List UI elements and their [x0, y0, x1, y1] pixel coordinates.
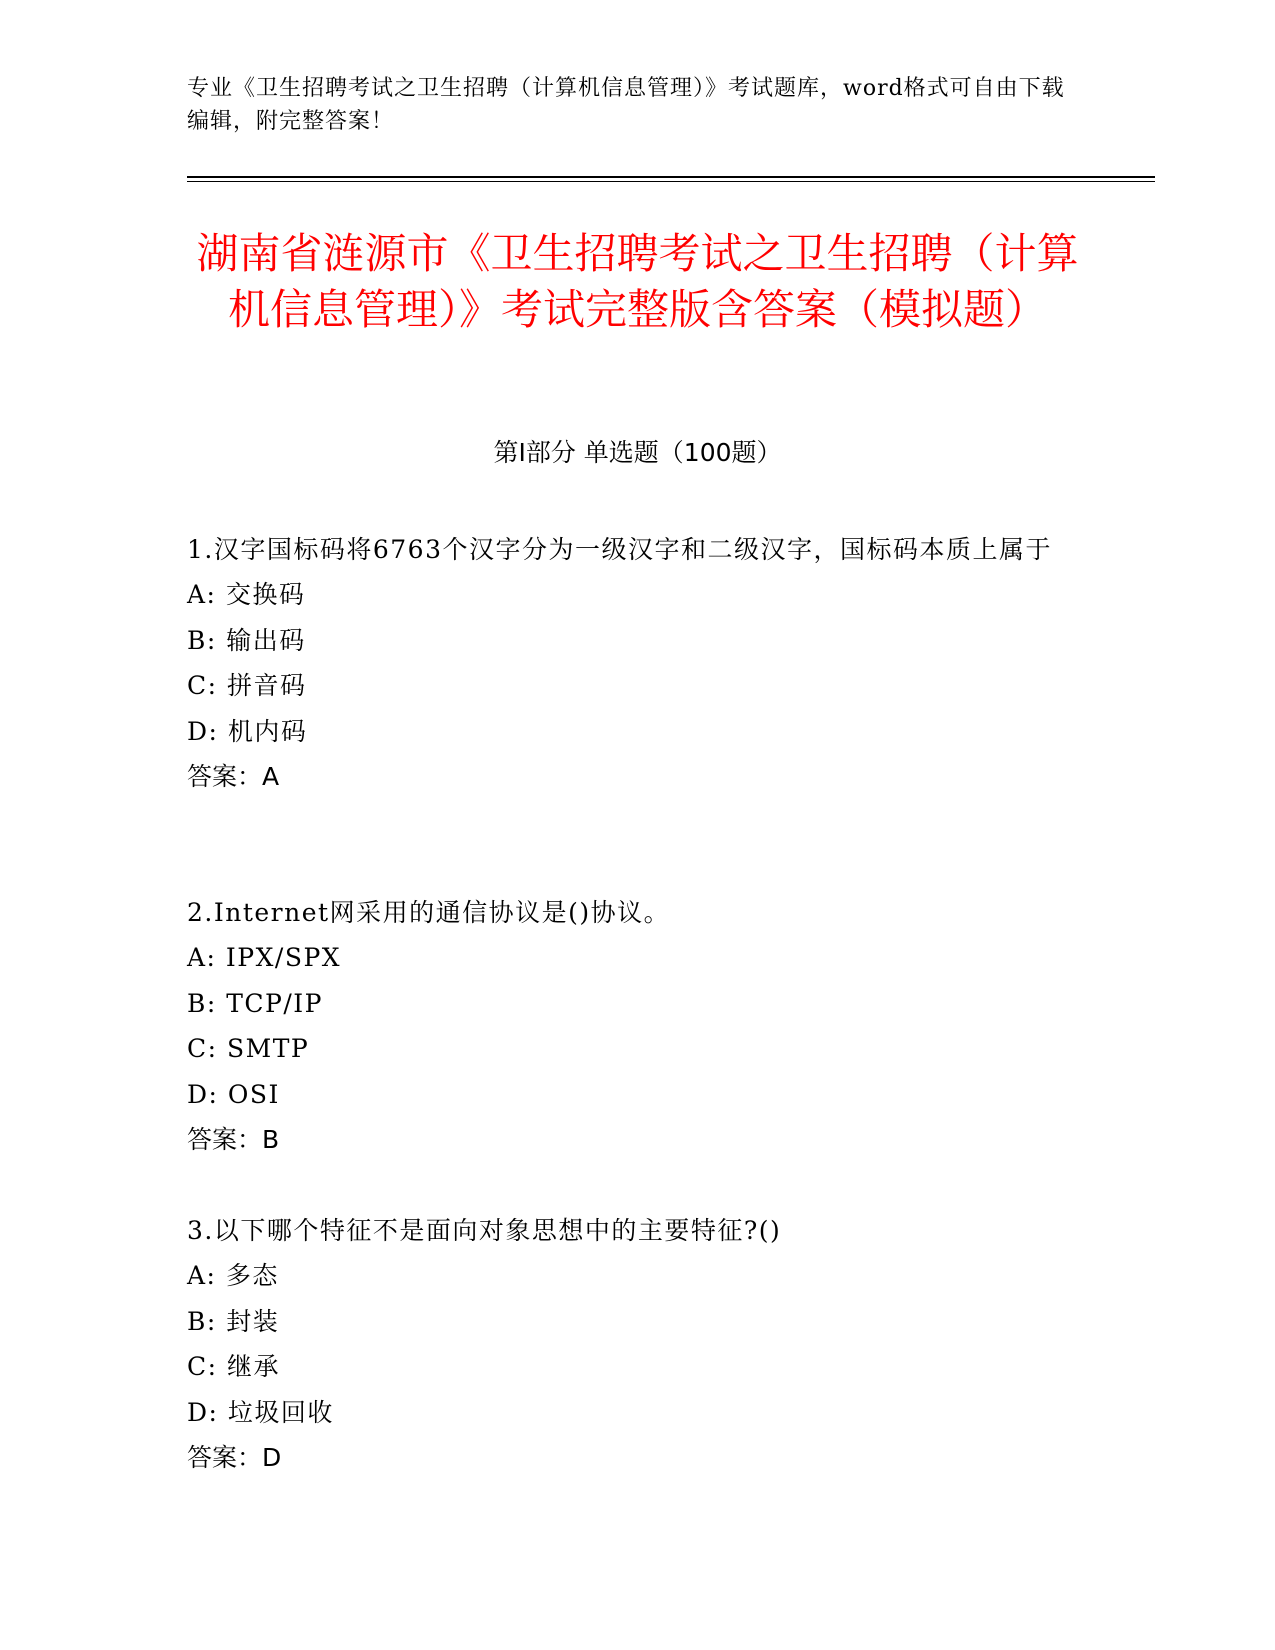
option-a: A: 多态: [187, 1261, 279, 1290]
option-d: D: 垃圾回收: [187, 1397, 334, 1427]
header-divider-thick: [187, 176, 1155, 178]
option-c: C: 拼音码: [187, 671, 307, 700]
option-a: A: 交换码: [187, 580, 306, 609]
question-stem: 1.汉字国标码将6763个汉字分为一级汉字和二级汉字，国标码本质上属于: [187, 535, 1052, 564]
answer: 答案：B: [187, 1125, 280, 1154]
option-d: D: OSI: [187, 1079, 280, 1109]
section-heading: 第Ⅰ部分 单选题（100题）: [493, 438, 782, 467]
option-b: B: 输出码: [187, 625, 306, 655]
option-b: B: TCP/IP: [187, 988, 323, 1018]
option-d: D: 机内码: [187, 716, 308, 746]
document-title: 湖南省涟源市《卫生招聘考试之卫生招聘（计算机信息管理）》考试完整版含答案（模拟题）: [196, 229, 1079, 334]
question-2: [187, 890, 1087, 1163]
question-stem: 2.Internet网采用的通信协议是()协议。: [187, 898, 671, 927]
answer: 答案：D: [187, 1443, 282, 1472]
question-stem: 3.以下哪个特征不是面向对象思想中的主要特征?(): [187, 1216, 782, 1245]
option-a: A: IPX/SPX: [187, 943, 342, 972]
question-1: [187, 527, 1087, 800]
question-3: [187, 1208, 1087, 1481]
option-b: B: 封装: [187, 1306, 280, 1336]
header-note: 专业《卫生招聘考试之卫生招聘（计算机信息管理）》考试题库，word格式可自由下载编辑，附完整答案！: [187, 76, 1065, 134]
answer: 答案：A: [187, 762, 280, 791]
option-c: C: SMTP: [187, 1034, 310, 1063]
option-c: C: 继承: [187, 1352, 280, 1381]
header-divider-thin: [187, 181, 1155, 182]
